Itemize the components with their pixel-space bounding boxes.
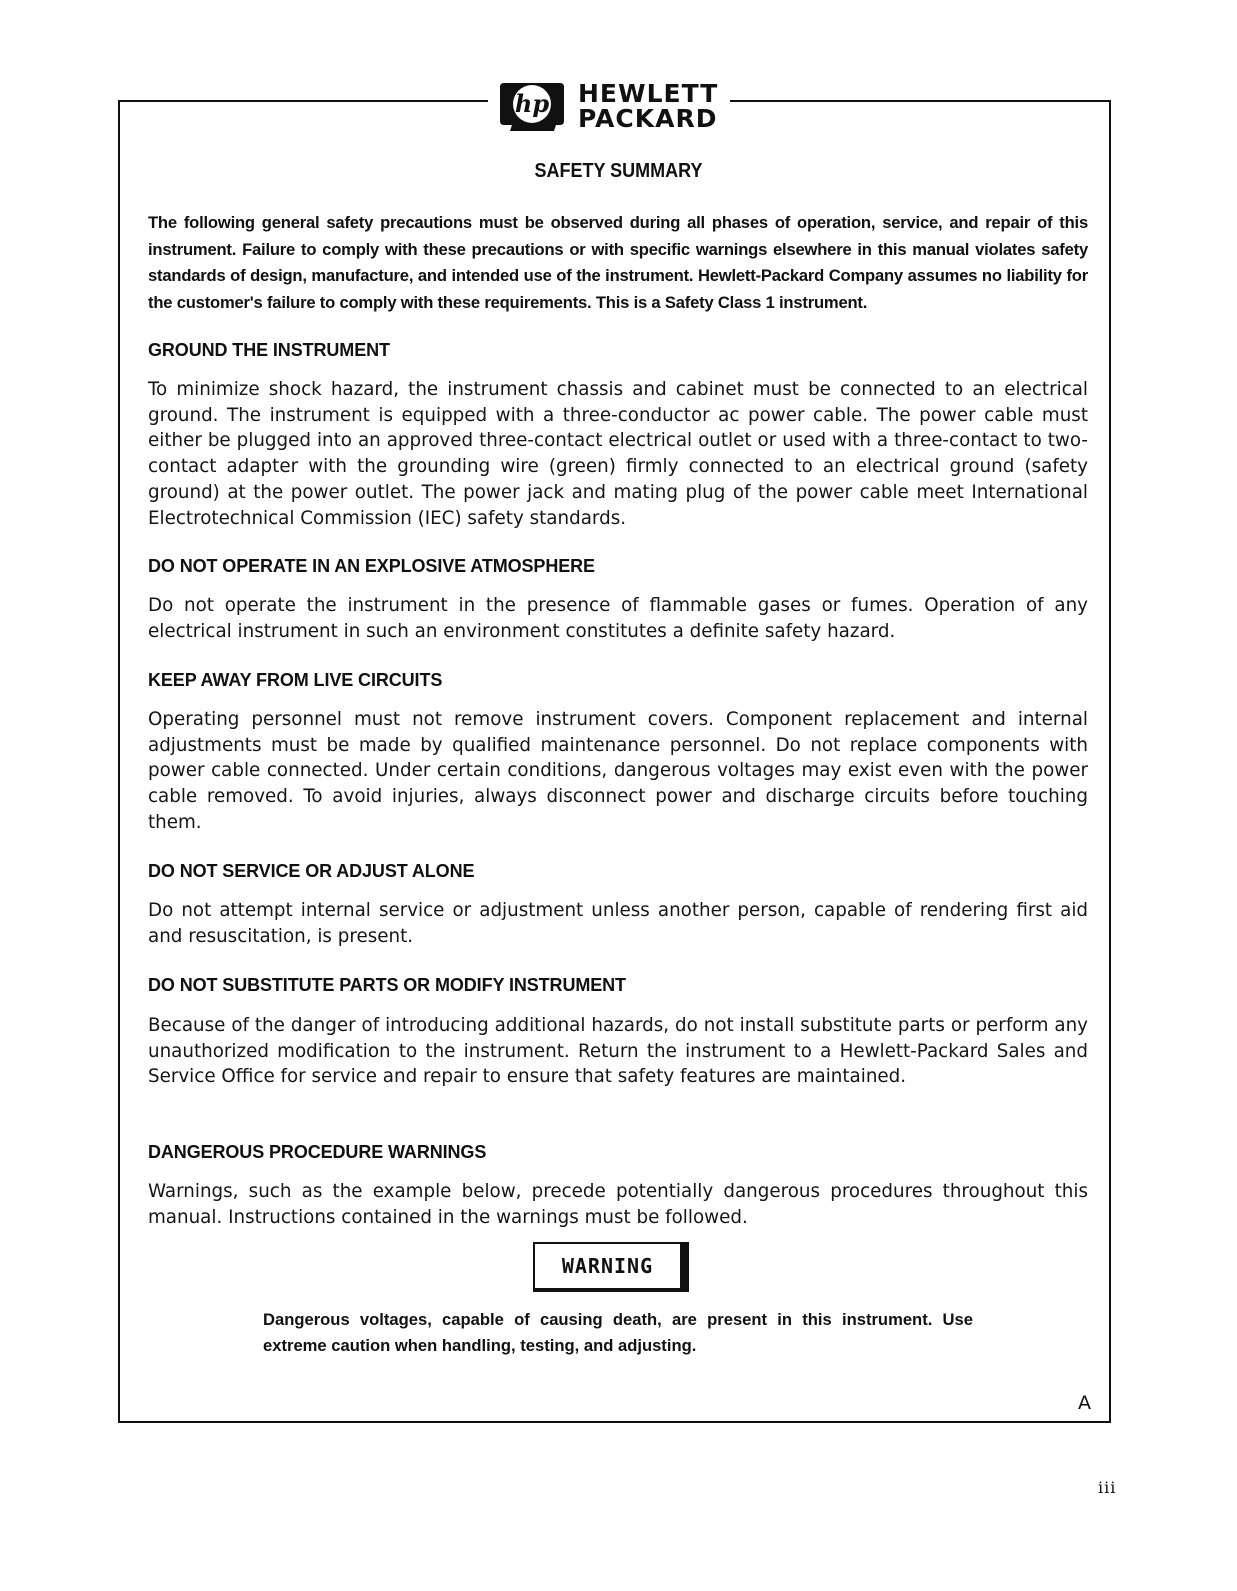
brand-line-1: HEWLETT [578, 79, 719, 108]
section-body-procedure-warnings: Warnings, such as the example below, precede potentially dangerous procedures throughout this manual. Instructions contained in the warnings must be followed. [148, 1181, 1088, 1228]
hp-logo [488, 76, 730, 136]
brand-line-2: PACKARD [578, 104, 718, 133]
section-body-explosive: Do not operate the instrument in the presence of flammable gases or fumes. Operation of any electrical instrument in such an environment constitutes a definite safety hazard. [148, 595, 1088, 642]
corner-mark: A [1078, 1392, 1091, 1414]
section-heading-substitute-parts: DO NOT SUBSTITUTE PARTS OR MODIFY INSTRUMENT [148, 975, 626, 995]
page-number: iii [1098, 1478, 1117, 1497]
section-body-live-circuits: Operating personnel must not remove instrument covers. Component replacement and internal adjustments must be made by qualified maintenance personnel. Do not replace components with power cable connected. Under certain conditions, dangerous voltages may exist even with the power cable removed. To avoid injuries, always disconnect power and discharge circuits before touching them. [148, 709, 1088, 833]
section-heading-live-circuits: KEEP AWAY FROM LIVE CIRCUITS [148, 670, 443, 690]
intro-paragraph: The following general safety precautions must be observed during all phases of operation, service, and repair of this instrument. Failure to comply with these precautions or with specific warnings elsewhere in this manual violates safety standards of design, manufacture, and intended use of the instrument. Hewlett-Packard Company assumes no liability for the customer's failure to comply with these requirements. This is a Safety Class 1 instrument. [148, 213, 1088, 312]
warning-label: WARNING [561, 1254, 654, 1278]
section-heading-ground: GROUND THE INSTRUMENT [148, 340, 390, 360]
warning-label-box [533, 1242, 689, 1292]
section-heading-procedure-warnings: DANGEROUS PROCEDURE WARNINGS [148, 1142, 487, 1162]
section-body-service-alone: Do not attempt internal service or adjustment unless another person, capable of rendering first aid and resuscitation, is present. [148, 900, 1088, 947]
section-heading-service-alone: DO NOT SERVICE OR ADJUST ALONE [148, 861, 475, 881]
svg-text:hp: hp [514, 89, 550, 118]
warning-text: Dangerous voltages, capable of causing death, are present in this instrument. Use extreme caution when handling, testing, and adjusting. [263, 1310, 973, 1355]
section-body-substitute-parts: Because of the danger of introducing additional hazards, do not install substitute parts or perform any unauthorized modification to the instrument. Return the instrument to a Hewlett-Packard Sales and Service Office for service and repair to ensure that safety features are maintained. [148, 1015, 1088, 1088]
section-heading-explosive: DO NOT OPERATE IN AN EXPLOSIVE ATMOSPHERE [148, 556, 595, 576]
page-title: SAFETY SUMMARY [534, 160, 703, 182]
section-body-ground: To minimize shock hazard, the instrument chassis and cabinet must be connected to an electrical ground. The instrument is equipped with a three-conductor ac power cable. The power cable must either be plugged into an approved three-contact electrical outlet or used with a three-contact to two-contact adapter with the grounding wire (green) firmly connected to an electrical ground (safety ground) at the power outlet. The power jack and mating plug of the power cable meet International Electrotechnical Commission (IEC) safety standards. [148, 379, 1088, 529]
hp-logo-icon [498, 79, 566, 133]
